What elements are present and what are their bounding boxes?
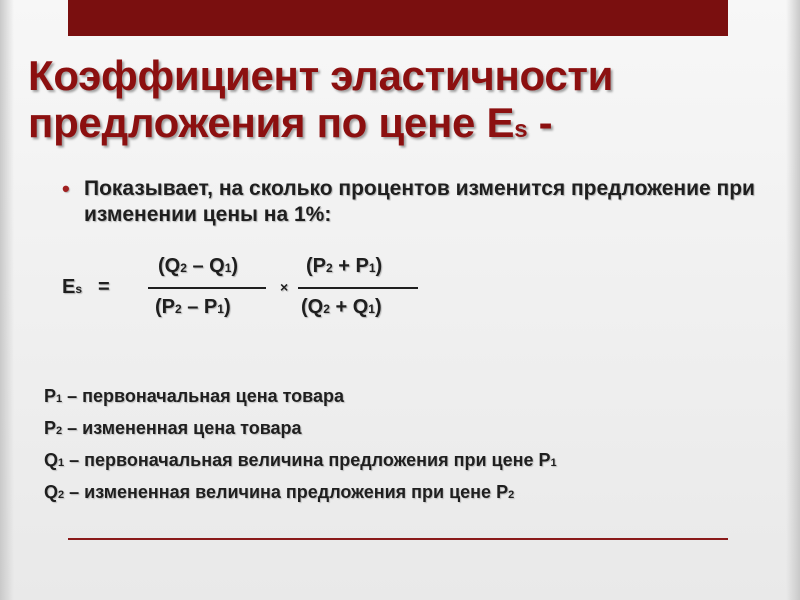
definition-tail-sub: 2 [508,489,515,501]
fraction1-bar [148,287,266,289]
definition-symbol-sub: 2 [56,425,63,437]
fraction1-denominator [155,296,231,319]
title-line-2 [28,99,768,153]
definition-text: – первоначальная цена товара [62,386,345,406]
title-subscript: s [514,116,528,143]
bullet-text: Показывает, на сколько процентов изменится предложение при изменении цены на 1%: [84,177,755,226]
bullet-item [62,176,774,228]
definition-symbol-sub: 1 [56,393,63,405]
formula-lhs [62,276,82,299]
right-edge-shade [786,0,800,600]
title-line-1: Коэффициент эластичности [28,52,614,99]
title-line-2-text: предложения по цене E [28,99,515,146]
definition-text: – измененная цена товара [62,418,302,438]
title-dash: - [527,99,553,146]
formula-equals: = [98,276,110,298]
definition-tail: P [538,450,551,470]
fraction1-den-part: ) [223,296,231,318]
fraction1-den-sub: 1 [217,302,224,316]
left-edge-shade [0,0,14,600]
definition-row [44,480,784,512]
fraction2-num-sub: 1 [368,261,376,275]
definition-text: – первоначальная величина предложения при цене [64,450,539,470]
definition-symbol: Q [44,482,59,502]
fraction1-num-part: (Q [158,255,181,277]
fraction2-denominator [301,296,382,319]
top-accent-bar [68,0,728,36]
definition-row [44,384,784,416]
fraction1-den-part: – P [181,296,218,318]
definition-tail: P [496,482,509,502]
fraction2-den-part: ) [374,296,382,318]
fraction1-numerator [158,255,238,278]
multiply-sign: × [280,279,289,295]
definition-symbol-sub: 2 [58,489,65,501]
definition-symbol: P [44,418,57,438]
fraction1-den-sub: 2 [175,302,182,316]
fraction2-bar [298,287,418,289]
bullet-dot-icon: • [62,176,70,201]
fraction2-den-sub: 1 [368,302,375,316]
fraction1-num-part: – Q [186,255,225,277]
definition-row [44,416,784,448]
fraction2-den-part: + Q [329,296,369,318]
formula-lhs-subscript: s [75,282,83,296]
definition-text: – измененная величина предложения при цене [64,482,497,502]
definition-row [44,448,784,480]
fraction2-den-part: (Q [301,296,324,318]
fraction2-den-sub: 2 [323,302,330,316]
fraction1-den-part: (P [155,296,175,318]
fraction2-num-part: (P [306,255,326,277]
definition-symbol: Q [44,450,59,470]
fraction1-num-sub: 2 [180,261,187,275]
definition-symbol-sub: 1 [58,457,65,469]
fraction1-num-part: ) [231,255,239,277]
fraction2-num-part: ) [375,255,383,277]
definitions-list [44,384,784,512]
fraction2-num-sub: 2 [326,261,333,275]
formula-lhs-symbol: E [62,276,76,298]
slide-title [28,52,768,153]
fraction1-num-sub: 1 [224,261,232,275]
fraction2-num-part: + P [332,255,369,277]
definition-tail-sub: 1 [550,457,557,469]
definition-symbol: P [44,386,57,406]
fraction2-numerator [306,255,382,278]
bottom-divider [68,538,728,540]
